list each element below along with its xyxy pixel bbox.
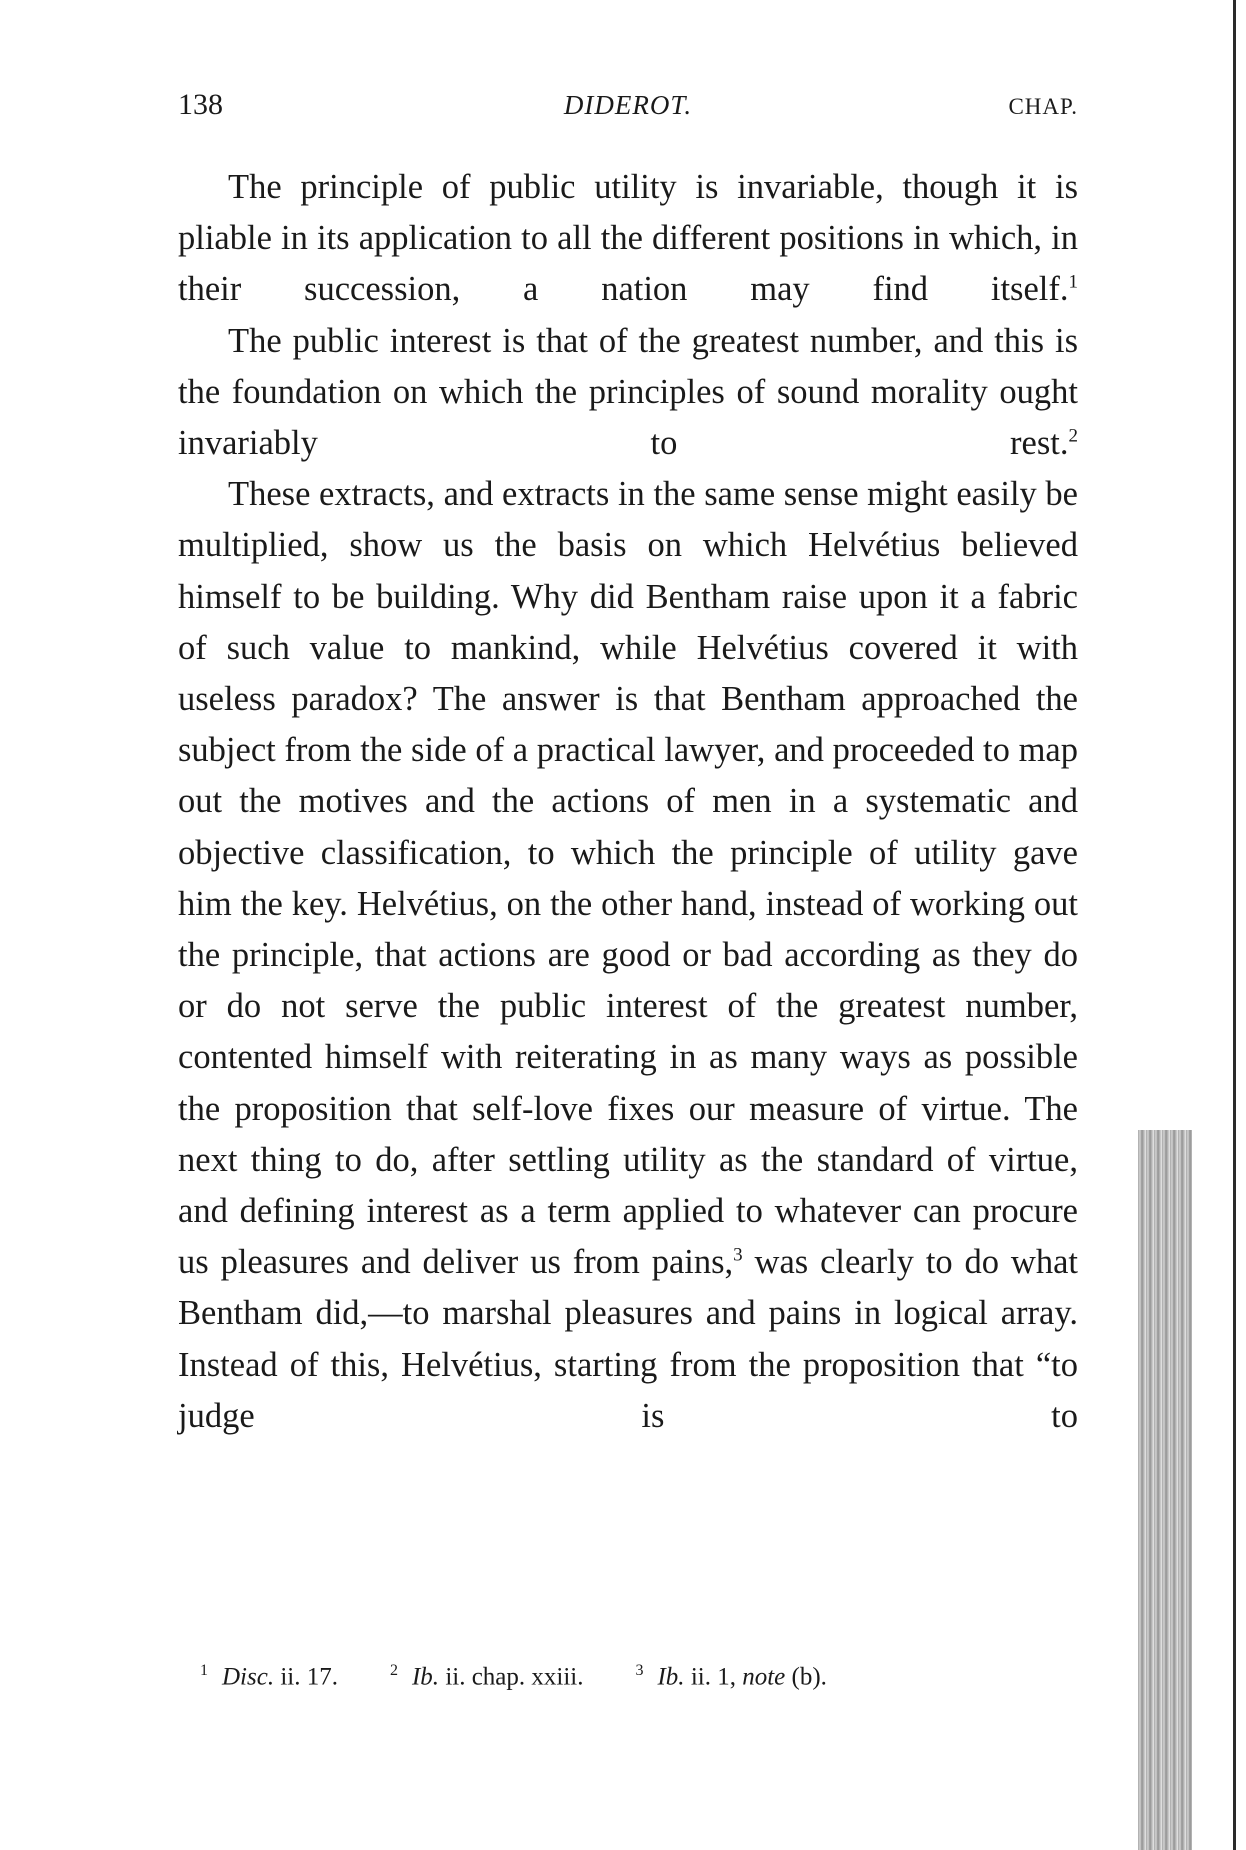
chapter-mark: CHAP. (1008, 94, 1078, 119)
footnote-ref: ii. 17. (274, 1663, 338, 1691)
body-text (178, 162, 1078, 1442)
page-number: 138 (178, 88, 223, 121)
paragraph-text: The principle of public utility is invariable, though it is pliable in its application to all the different positions in which, in their succession, a nation may find itself. (178, 168, 1078, 309)
footnote (635, 1662, 826, 1691)
paragraph-text: The public interest is that of the greatest number, and this is the foundation on which the principles of sound morality ought invariably to rest. (178, 321, 1078, 463)
footnote-source: Ib. (657, 1663, 685, 1691)
footnote-note-ref: (b). (785, 1663, 827, 1691)
page-edge-shadow (1138, 1130, 1192, 1850)
footnote-reference: 2 (1068, 425, 1078, 447)
footnote-mark: 2 (389, 1662, 398, 1679)
paragraph-text: These extracts, and extracts in the same sense might easily be multiplied, show us the basis on which Helvétius believed himself to be building. Why did Bentham raise upon it a fabric of such value to mankind, while Helvétius covered it with useless paradox? The answer is that Bentham approached the subject from the side of a practical lawyer, and proceeded to map out the motives and the actions of men in a systematic and objective classification, to which the principle of utility gave him the key. Helvétius, on the other hand, instead of working out the principle, that actions are good or bad according as they do or do not serve the public interest of the greatest number, contented himself with reiterating in as many ways as possible the proposition that self-love fixes our measure of virtue. The next thing to do, after settling utility as the standard of virtue, and defining interest as a term applied to whatever can procure us pleasures and deliver us from pains, (178, 475, 1078, 1282)
paragraph-public-interest (178, 316, 1078, 470)
footnote-source: Ib. (411, 1663, 440, 1691)
footnote (390, 1662, 584, 1691)
footnotes (200, 1662, 1080, 1691)
footnote-mark: 1 (200, 1662, 208, 1679)
footnote-ref: ii. 1, (684, 1663, 743, 1691)
running-head (178, 88, 1078, 128)
book-title: DIDEROT. (563, 90, 693, 120)
binding-edge-line (1233, 0, 1236, 1850)
paragraph-text-continued: was clearly to do what Bentham did,—to marshal pleasures and pains in logical array. Instead of this, Helvétius, starting from the proposition that “to judge is to (178, 1243, 1078, 1435)
footnote (200, 1662, 338, 1691)
footnote-ref: ii. chap. xxiii. (439, 1663, 584, 1691)
footnote-reference: 3 (733, 1244, 743, 1266)
footnote-source: Disc. (222, 1663, 275, 1691)
footnote-note: note (742, 1663, 786, 1691)
paragraph-extracts (178, 469, 1078, 1442)
paragraph-utility (178, 162, 1078, 316)
footnote-mark: 3 (635, 1662, 644, 1679)
footnote-reference: 1 (1068, 271, 1078, 293)
